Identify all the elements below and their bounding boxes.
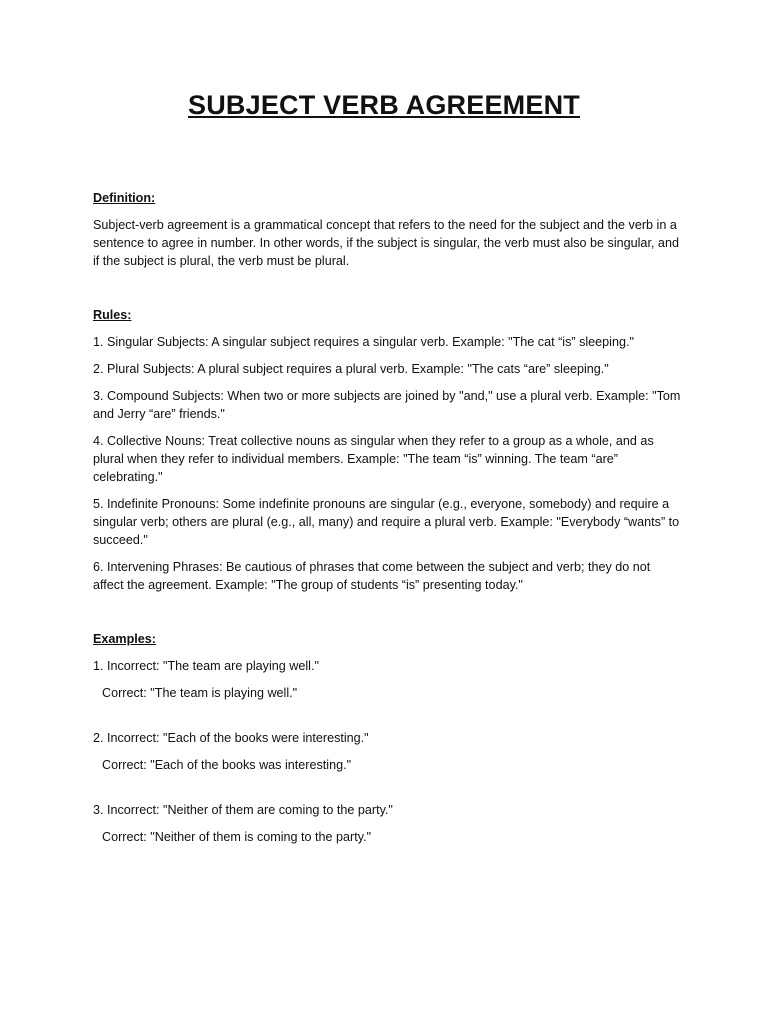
example-spacer [93, 783, 683, 801]
example-spacer [93, 711, 683, 729]
definition-heading: Definition: [93, 191, 156, 205]
rule-item: 4. Collective Nouns: Treat collective nouns as singular when they refer to a group as a whole, and as plural when they refer to individual members. Example: "The team “is” winning. The team “are” celebrating." [93, 434, 654, 484]
examples-heading: Examples: [93, 632, 156, 646]
page-title: SUBJECT VERB AGREEMENT [188, 90, 580, 120]
example-incorrect: 3. Incorrect: "Neither of them are coming to the party." [93, 803, 393, 817]
section-spacer [93, 279, 683, 306]
rule-item: 2. Plural Subjects: A plural subject requires a plural verb. Example: "The cats “are” sleeping." [93, 362, 609, 376]
rule-item: 6. Intervening Phrases: Be cautious of phrases that come between the subject and verb; they do not affect the agreement. Example: "The group of students “is” presenting today." [93, 560, 651, 592]
example-incorrect: 1. Incorrect: "The team are playing well." [93, 659, 319, 673]
example-incorrect: 2. Incorrect: "Each of the books were interesting." [93, 731, 369, 745]
example-correct: Correct: "Each of the books was interesting." [102, 758, 352, 772]
rules-heading: Rules: [93, 308, 132, 322]
rule-item: 5. Indefinite Pronouns: Some indefinite pronouns are singular (e.g., everyone, somebody) and require a singular verb; others are plural (e.g., all, many) and require a plural verb. Example: "Everybody “wants” to succeed." [93, 497, 680, 547]
example-correct: Correct: "The team is playing well." [102, 686, 298, 700]
definition-text: Subject-verb agreement is a grammatical concept that refers to the need for the subject and the verb in a sentence to agree in number. In other words, if the subject is singular, the verb must also be singular, and if the subject is plural, the verb must be plural. [93, 218, 679, 268]
example-correct: Correct: "Neither of them is coming to the party." [102, 830, 372, 844]
rule-item: 3. Compound Subjects: When two or more subjects are joined by "and," use a plural verb. Example: "Tom and Jerry “are” friends." [93, 389, 681, 421]
rule-item: 1. Singular Subjects: A singular subject requires a singular verb. Example: "The cat “is” sleeping." [93, 335, 634, 349]
document-body [93, 189, 683, 855]
section-spacer [93, 603, 683, 630]
